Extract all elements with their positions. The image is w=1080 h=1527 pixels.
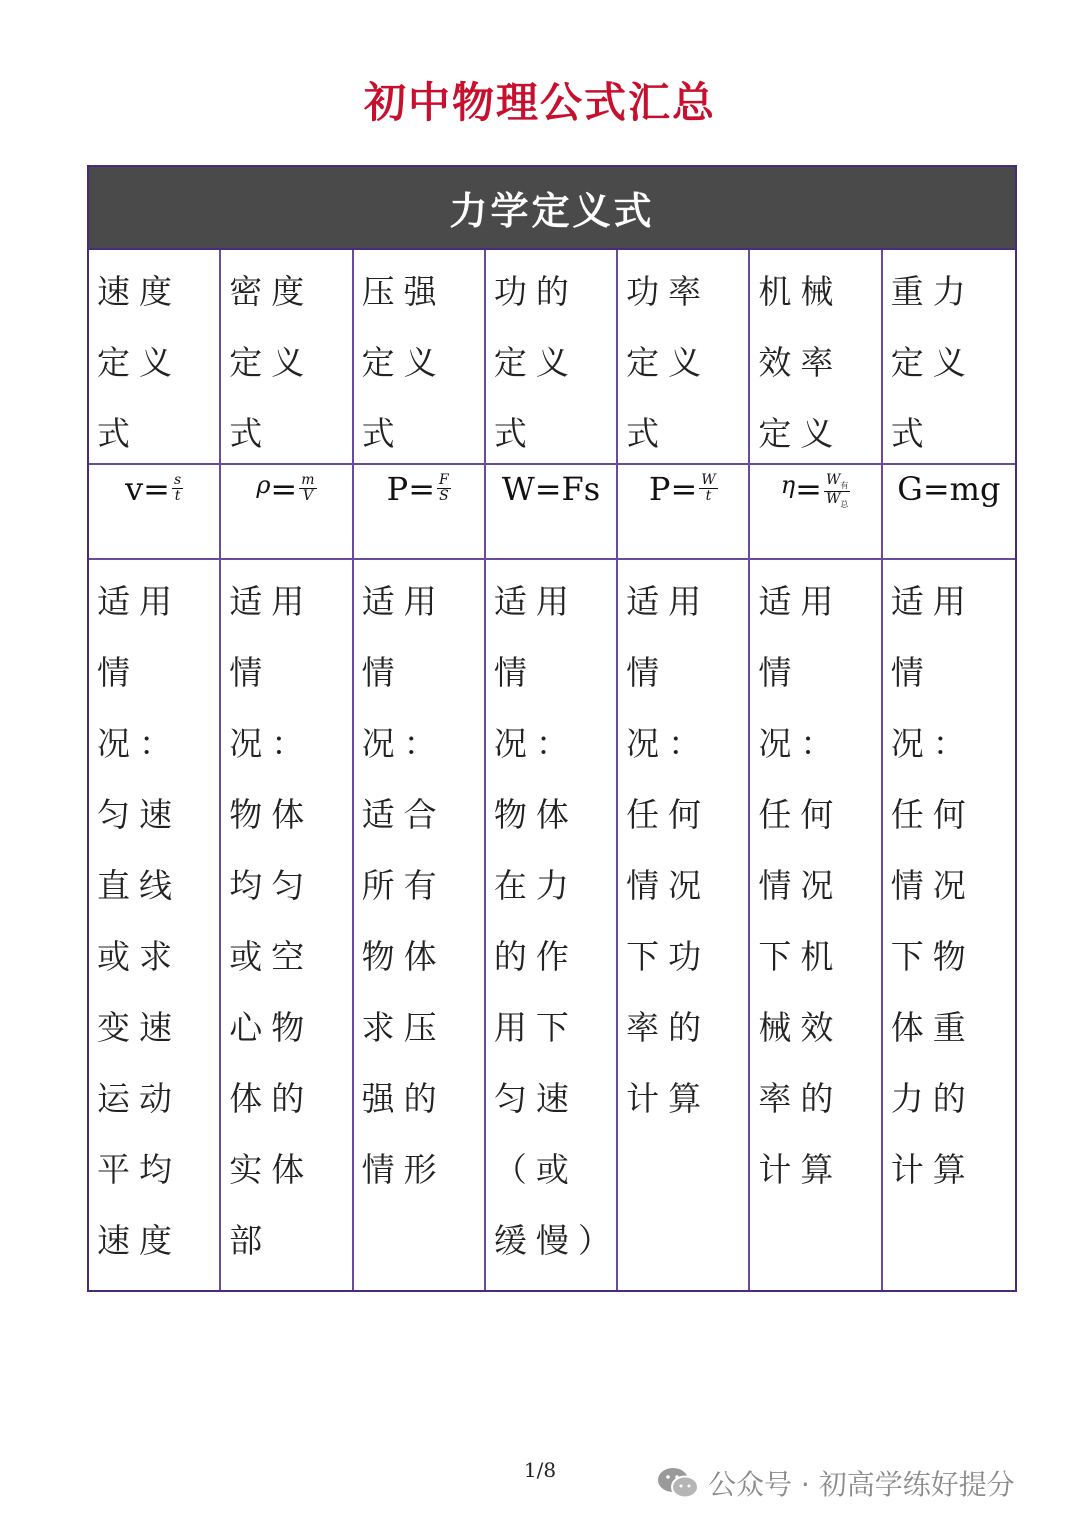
formula-lhs: P xyxy=(386,470,409,508)
denominator: t xyxy=(174,488,181,505)
formula-work: W=Fs xyxy=(486,465,618,560)
denominator-subscript: 总 xyxy=(840,499,849,509)
denominator: V xyxy=(302,488,313,505)
formula-lhs: v xyxy=(125,470,144,508)
column-name: 重力定义式 xyxy=(883,250,1015,465)
formula-gravity: G=mg xyxy=(883,465,1015,560)
column-name: 功的定义式 xyxy=(486,250,618,465)
watermark xyxy=(656,1463,1015,1503)
formula-velocity: v = $\frac{s}{t}$ xyxy=(89,465,221,560)
usage-text: 适用情况：适合所有物体求压强的情形 xyxy=(354,560,486,1290)
section-header: 力学定义式 xyxy=(89,167,1015,250)
column-name: 功率定义式 xyxy=(618,250,750,465)
page-title: 初中物理公式汇总 xyxy=(363,78,716,127)
fraction xyxy=(824,473,850,509)
formula-grid xyxy=(89,250,1015,1290)
column-name: 压强定义式 xyxy=(354,250,486,465)
numerator: W xyxy=(701,472,716,488)
numerator: F xyxy=(439,472,449,488)
fraction xyxy=(437,473,451,505)
formula-efficiency: η = $\frac{W_有}{W_总}$ xyxy=(750,465,882,560)
formula-lhs: P xyxy=(648,470,671,508)
denominator: t xyxy=(705,488,712,505)
column-name: 密度定义式 xyxy=(221,250,353,465)
formula-table xyxy=(87,165,1017,1292)
column-name: 速度定义式 xyxy=(89,250,221,465)
column-name: 机械效率定义 xyxy=(750,250,882,465)
page-number: 1/8 xyxy=(523,1458,557,1482)
denominator xyxy=(826,492,848,510)
formula-pressure: P = $\frac{F}{S}$ xyxy=(354,465,486,560)
numerator: m xyxy=(301,472,315,488)
numerator: s xyxy=(173,472,182,488)
formula-power: P = $\frac{W}{t}$ xyxy=(618,465,750,560)
numerator-symbol: W xyxy=(825,472,841,488)
wechat-icon xyxy=(656,1465,700,1501)
usage-text: 适用情况：任何情况下机械效率的计算 xyxy=(750,560,882,1290)
usage-text: 适用情况：物体均匀或空心物体的实体部 xyxy=(221,560,353,1290)
fraction xyxy=(172,473,183,505)
watermark-text: 公众号 · 初高学练好提分 xyxy=(708,1468,1015,1501)
fraction xyxy=(699,473,717,505)
denominator-symbol: W xyxy=(825,490,841,507)
numerator xyxy=(824,473,850,492)
numerator-subscript: 有 xyxy=(840,480,849,490)
usage-text: 适用情况：任何情况下物体重力的计算 xyxy=(890,582,975,1189)
denominator: S xyxy=(439,488,449,505)
formula-lhs: η xyxy=(780,471,796,499)
fraction xyxy=(299,473,316,505)
formula-density: ρ = $\frac{m}{V}$ xyxy=(221,465,353,560)
usage-text: 适用情况：匀速直线或求变速运动平均速度 xyxy=(89,560,221,1290)
usage-text: 适用情况：任何情况下功率的计算 xyxy=(618,560,750,1290)
formula-lhs: ρ xyxy=(256,471,271,499)
usage-text: 适用情况：物体在力的作用下匀速（或缓慢） xyxy=(486,560,618,1290)
